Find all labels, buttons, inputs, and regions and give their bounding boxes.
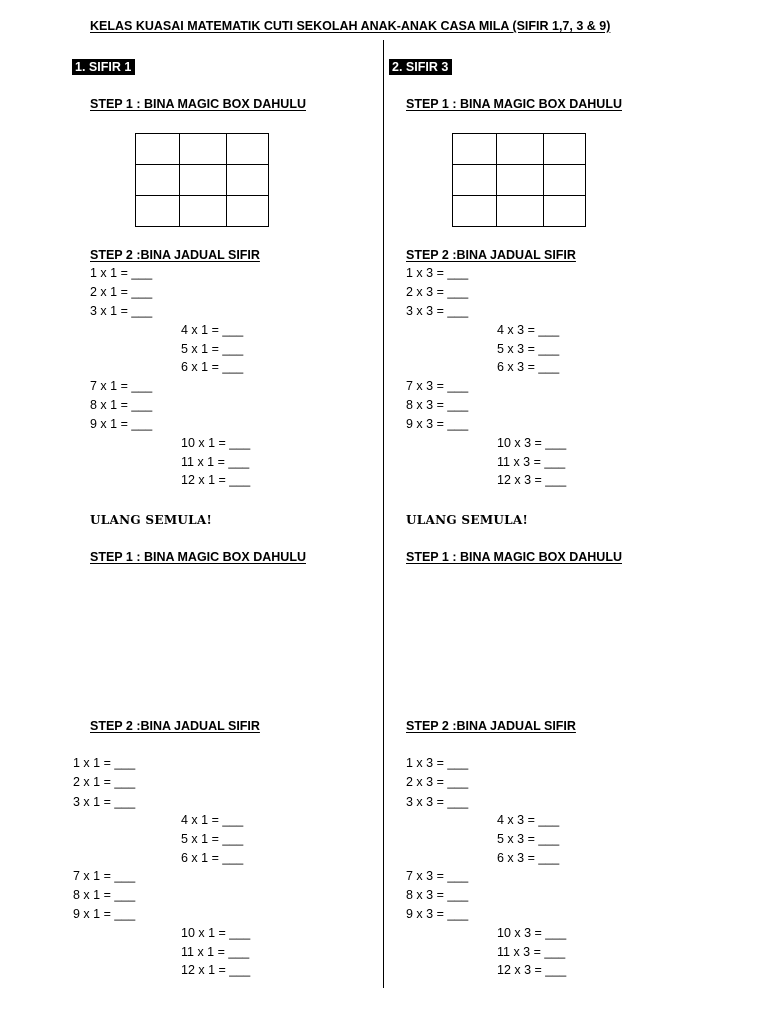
multiplication-equation: 10 x 1 = ___ — [181, 436, 251, 450]
multiplication-equation: 10 x 3 = ___ — [497, 926, 567, 940]
multiplication-equation: 11 x 1 = ___ — [181, 455, 250, 469]
section-label-sifir-1: 1. SIFIR 1 — [72, 59, 135, 75]
multiplication-equation: 7 x 1 = ___ — [73, 869, 136, 883]
multiplication-equation: 9 x 3 = ___ — [406, 907, 469, 921]
multiplication-equation: 7 x 1 = ___ — [90, 379, 153, 393]
multiplication-equation: 2 x 1 = ___ — [73, 775, 136, 789]
step1-repeat-heading: STEP 1 : BINA MAGIC BOX DAHULU — [406, 550, 622, 564]
multiplication-equation: 8 x 1 = ___ — [90, 398, 153, 412]
multiplication-equation: 10 x 3 = ___ — [497, 436, 567, 450]
multiplication-equation: 5 x 1 = ___ — [181, 832, 244, 846]
column-divider — [383, 40, 384, 988]
multiplication-equation: 3 x 1 = ___ — [73, 795, 136, 809]
step2-heading: STEP 2 :BINA JADUAL SIFIR — [90, 248, 260, 262]
multiplication-equation: 8 x 3 = ___ — [406, 398, 469, 412]
multiplication-equation: 6 x 3 = ___ — [497, 851, 560, 865]
multiplication-equation: 4 x 3 = ___ — [497, 813, 560, 827]
multiplication-equation: 7 x 3 = ___ — [406, 869, 469, 883]
multiplication-equation: 3 x 3 = ___ — [406, 304, 469, 318]
multiplication-equation: 2 x 1 = ___ — [90, 285, 153, 299]
multiplication-equation: 12 x 1 = ___ — [181, 963, 251, 977]
step1-heading: STEP 1 : BINA MAGIC BOX DAHULU — [406, 97, 622, 111]
ulang-semula-heading: ULANG SEMULA! — [406, 513, 529, 527]
multiplication-equation: 12 x 3 = ___ — [497, 963, 567, 977]
multiplication-equation: 10 x 1 = ___ — [181, 926, 251, 940]
multiplication-equation: 11 x 3 = ___ — [497, 945, 566, 959]
multiplication-equation: 5 x 1 = ___ — [181, 342, 244, 356]
multiplication-equation: 4 x 1 = ___ — [181, 323, 244, 337]
multiplication-equation: 12 x 1 = ___ — [181, 473, 251, 487]
magic-box-grid — [452, 133, 586, 227]
multiplication-equation: 8 x 3 = ___ — [406, 888, 469, 902]
multiplication-equation: 11 x 1 = ___ — [181, 945, 250, 959]
multiplication-equation: 1 x 1 = ___ — [90, 266, 153, 280]
step2-heading: STEP 2 :BINA JADUAL SIFIR — [406, 248, 576, 262]
multiplication-equation: 4 x 1 = ___ — [181, 813, 244, 827]
multiplication-equation: 2 x 3 = ___ — [406, 285, 469, 299]
step2-repeat-heading: STEP 2 :BINA JADUAL SIFIR — [406, 719, 576, 733]
multiplication-equation: 6 x 1 = ___ — [181, 360, 244, 374]
page-title: KELAS KUASAI MATEMATIK CUTI SEKOLAH ANAK-ANAK CASA MILA (SIFIR 1,7, 3 & 9) — [90, 19, 611, 33]
multiplication-equation: 6 x 3 = ___ — [497, 360, 560, 374]
multiplication-equation: 4 x 3 = ___ — [497, 323, 560, 337]
multiplication-equation: 12 x 3 = ___ — [497, 473, 567, 487]
magic-box-grid — [135, 133, 269, 227]
ulang-semula-heading: ULANG SEMULA! — [90, 513, 213, 527]
step2-repeat-heading: STEP 2 :BINA JADUAL SIFIR — [90, 719, 260, 733]
multiplication-equation: 2 x 3 = ___ — [406, 775, 469, 789]
multiplication-equation: 9 x 1 = ___ — [90, 417, 153, 431]
multiplication-equation: 7 x 3 = ___ — [406, 379, 469, 393]
multiplication-equation: 6 x 1 = ___ — [181, 851, 244, 865]
multiplication-equation: 1 x 1 = ___ — [73, 756, 136, 770]
multiplication-equation: 9 x 3 = ___ — [406, 417, 469, 431]
multiplication-equation: 1 x 3 = ___ — [406, 266, 469, 280]
multiplication-equation: 3 x 3 = ___ — [406, 795, 469, 809]
step1-repeat-heading: STEP 1 : BINA MAGIC BOX DAHULU — [90, 550, 306, 564]
multiplication-equation: 3 x 1 = ___ — [90, 304, 153, 318]
multiplication-equation: 11 x 3 = ___ — [497, 455, 566, 469]
multiplication-equation: 1 x 3 = ___ — [406, 756, 469, 770]
multiplication-equation: 5 x 3 = ___ — [497, 342, 560, 356]
multiplication-equation: 5 x 3 = ___ — [497, 832, 560, 846]
multiplication-equation: 8 x 1 = ___ — [73, 888, 136, 902]
step1-heading: STEP 1 : BINA MAGIC BOX DAHULU — [90, 97, 306, 111]
section-label-sifir-3: 2. SIFIR 3 — [389, 59, 452, 75]
multiplication-equation: 9 x 1 = ___ — [73, 907, 136, 921]
